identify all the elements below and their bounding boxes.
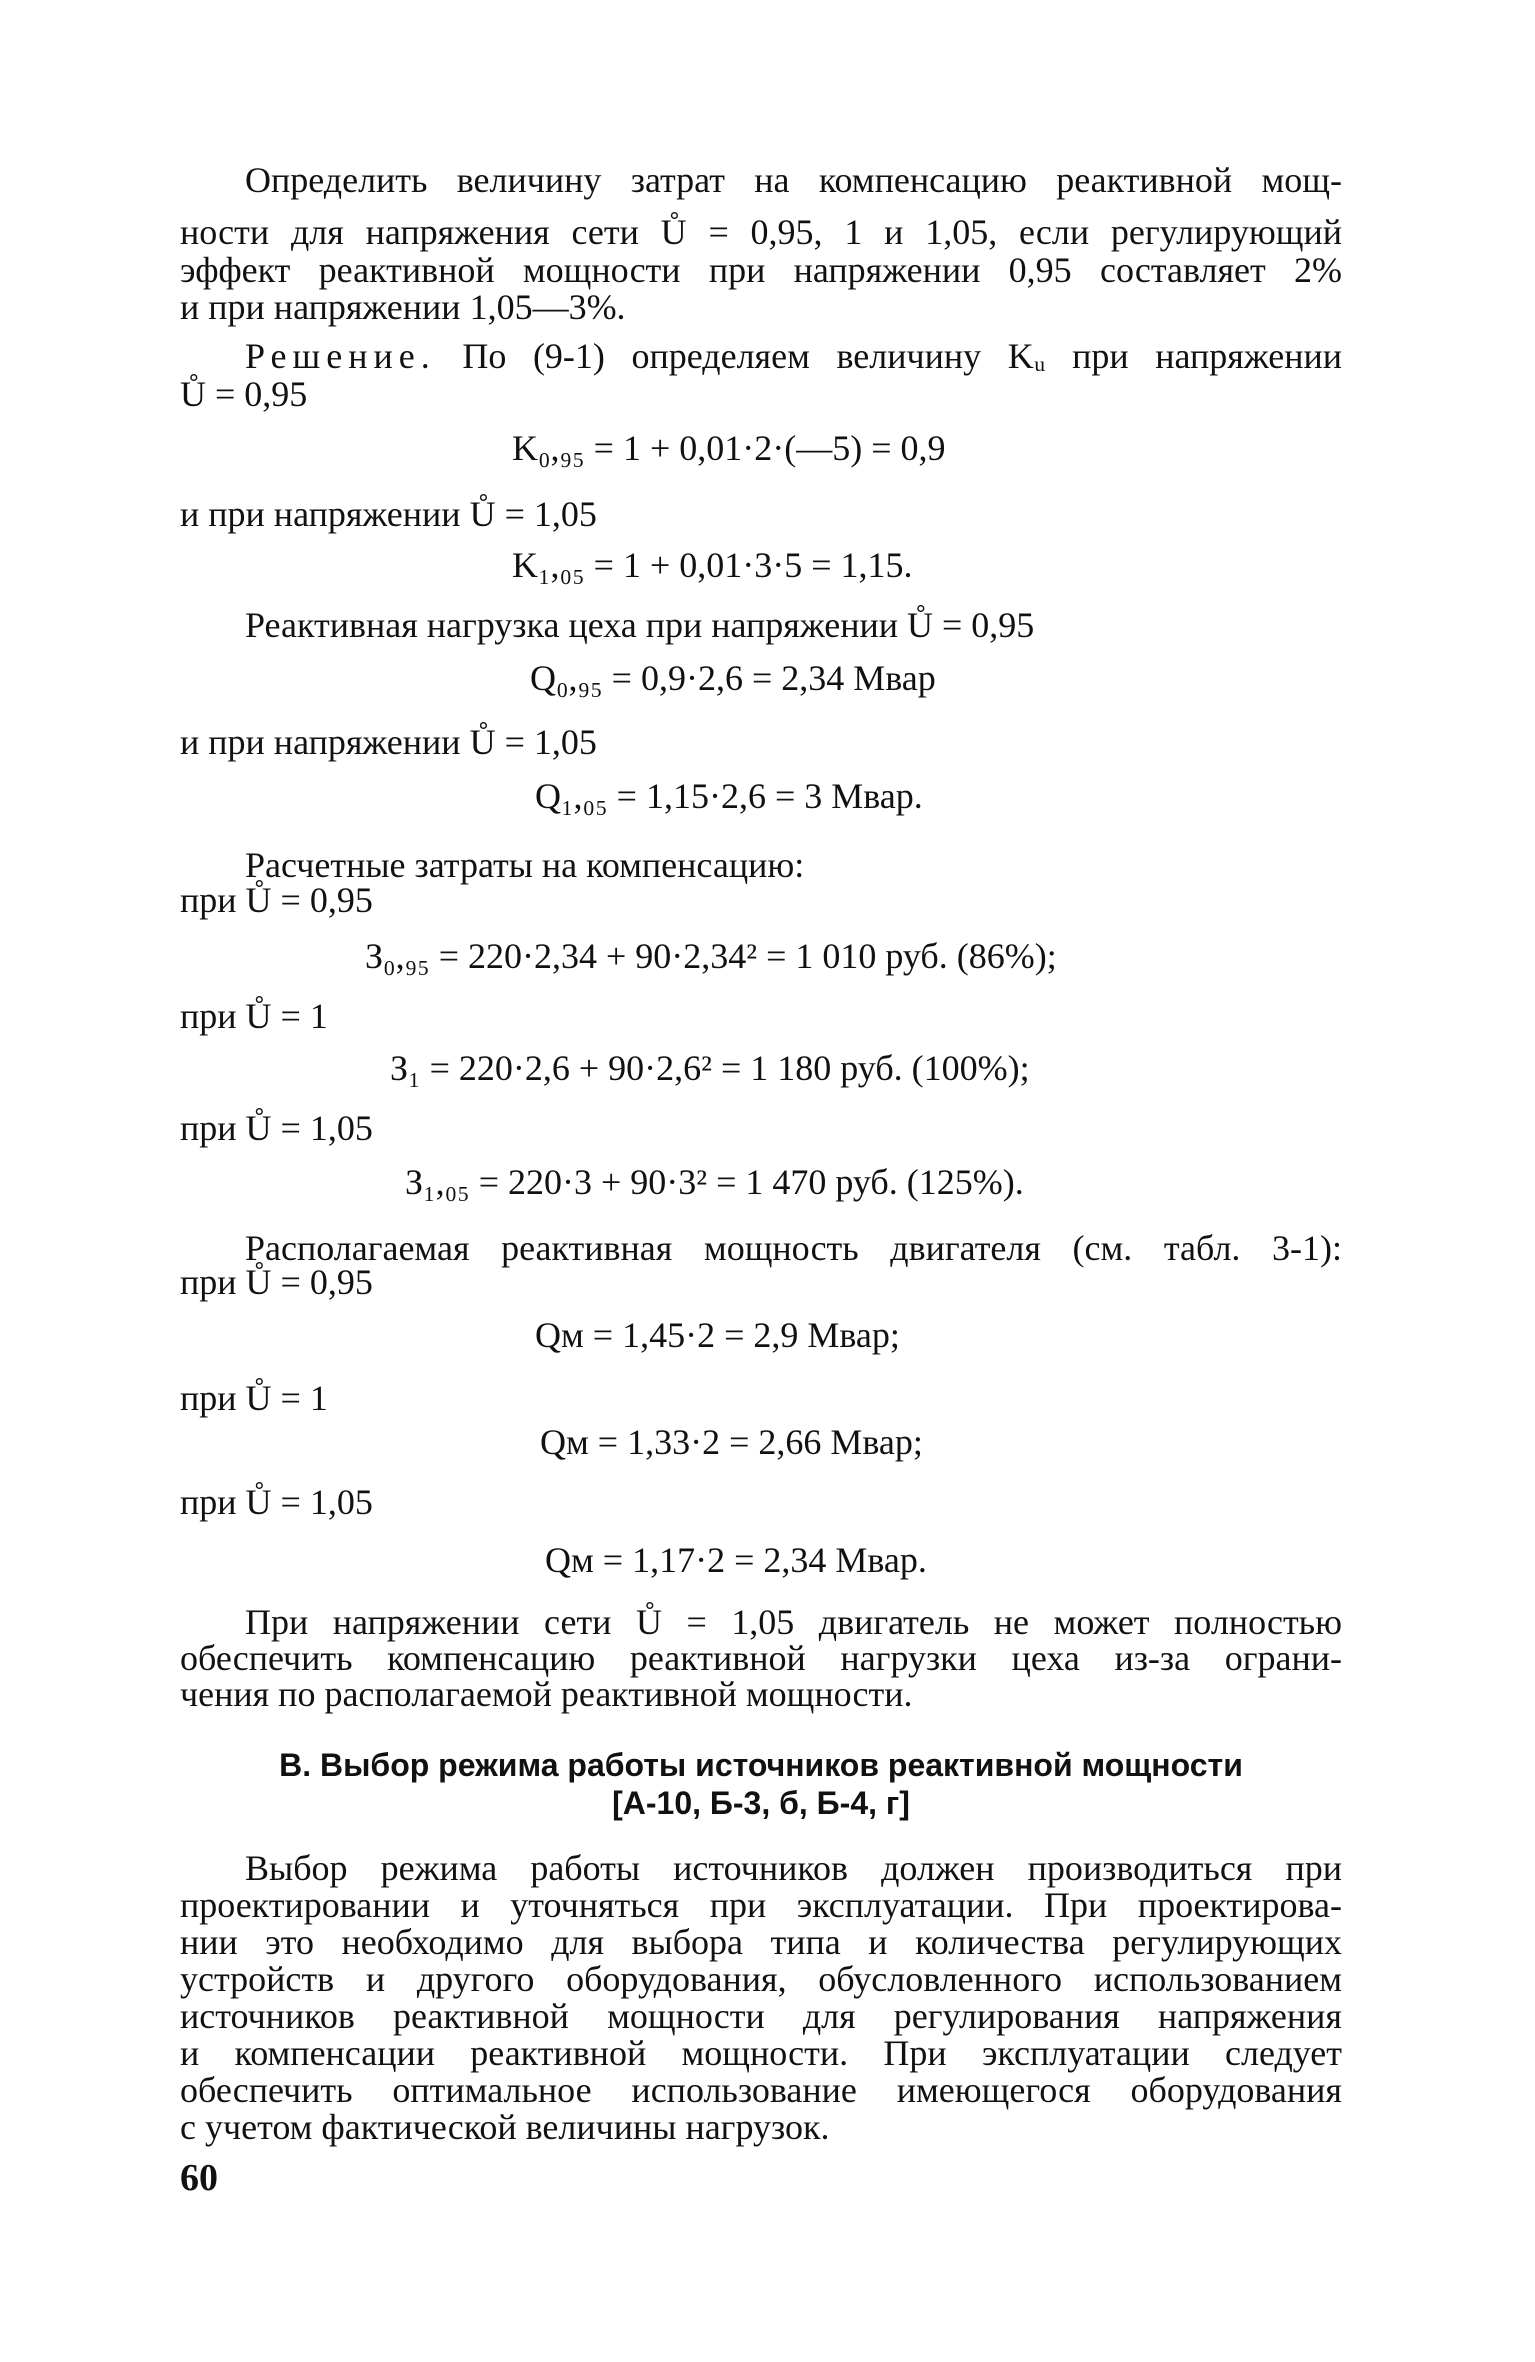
section-heading-line-1: В. Выбор режима работы источников реактивной мощности [279,1747,1243,1783]
final-paragraph-line-4: устройств и другого оборудования, обусловленного использованием [180,1959,1342,1999]
equation-k105: K₁,₀₅ = 1 + 0,01·3·5 = 1,15. [512,545,913,585]
equation-z095: З₀,₉₅ = 220·2,34 + 90·2,34² = 1 010 руб. (86%); [365,936,1057,976]
equation-qm-105: Qм = 1,17·2 = 2,34 Мвар. [545,1540,927,1580]
final-paragraph-line-2: проектировании и уточняться при эксплуатации. При проектирова- [180,1885,1342,1925]
equation-k095: K₀,₉₅ = 1 + 0,01·2·(—5) = 0,9 [512,428,946,468]
problem-line-4: и при напряжении 1,05—3%. [180,287,626,327]
text-voltage-105: и при напряжении Ů = 1,05 [180,494,597,534]
equation-q105: Q₁,₀₅ = 1,15·2,6 = 3 Мвар. [535,776,923,816]
solution-line-1 [245,336,1342,376]
text-available-power: Располагаемая реактивная мощность двигателя (см. табл. 3-1): [245,1228,1342,1268]
final-paragraph-line-8: с учетом фактической величины нагрузок. [180,2107,830,2147]
conclusion-line-3: чения по располагаемой реактивной мощности. [180,1674,913,1714]
text-reactive-load: Реактивная нагрузка цеха при напряжении Ů = 0,95 [245,605,1035,645]
problem-line-1: Определить величину затрат на компенсацию реактивной мощ- [245,160,1342,200]
equation-z1: З₁ = 220·2,6 + 90·2,6² = 1 180 руб. (100%); [390,1048,1030,1088]
section-heading-line-2: [А-10, Б-3, б, Б-4, г] [612,1785,910,1821]
final-paragraph-line-3: нии это необходимо для выбора типа и количества регулирующих [180,1922,1342,1962]
solution-label: Решение. [245,336,436,376]
equation-qm-1: Qм = 1,33·2 = 2,66 Мвар; [540,1422,923,1462]
text-voltage-105-b: и при напряжении Ů = 1,05 [180,722,597,762]
text-at-105: при Ů = 1,05 [180,1108,373,1148]
page-number: 60 [180,2157,218,2199]
solution-line-2: Ů = 0,95 [180,374,308,414]
text-at-1-b: при Ů = 1 [180,1378,328,1418]
conclusion-line-1: При напряжении сети Ů = 1,05 двигатель не может полностью [245,1602,1342,1642]
problem-line-3: эффект реактивной мощности при напряжении 0,95 составляет 2% [180,250,1342,290]
final-paragraph-line-7: обеспечить оптимальное использование имеющегося оборудования [180,2070,1342,2110]
final-paragraph-line-5: источников реактивной мощности для регулирования напряжения [180,1996,1342,2036]
text-at-105-b: при Ů = 1,05 [180,1482,373,1522]
final-paragraph-line-1: Выбор режима работы источников должен производиться при [245,1848,1342,1888]
problem-line-2: ности для напряжения сети Ů = 0,95, 1 и 1,05, если регулирующий [180,212,1342,252]
text-at-095-b: при Ů = 0,95 [180,1262,373,1302]
text-calculated-costs: Расчетные затраты на компенсацию: [245,845,805,885]
conclusion-line-2: обеспечить компенсацию реактивной нагрузки цеха из-за ограни- [180,1638,1342,1678]
equation-q095: Q₀,₉₅ = 0,9·2,6 = 2,34 Мвар [530,658,936,698]
solution-text: По (9-1) определяем величину Kᵤ при напряжении [462,336,1342,376]
final-paragraph-line-6: и компенсации реактивной мощности. При эксплуатации следует [180,2033,1342,2073]
equation-qm-095: Qм = 1,45·2 = 2,9 Мвар; [535,1315,900,1355]
equation-z105: З₁,₀₅ = 220·3 + 90·3² = 1 470 руб. (125%). [405,1162,1024,1202]
text-at-1: при Ů = 1 [180,996,328,1036]
text-at-095: при Ů = 0,95 [180,880,373,920]
